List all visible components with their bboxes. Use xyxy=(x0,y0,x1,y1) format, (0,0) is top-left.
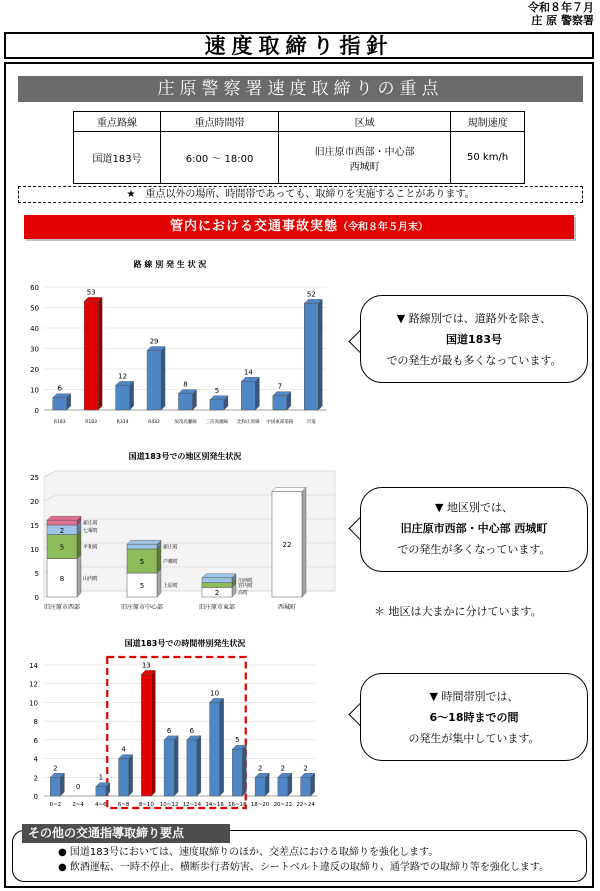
route-callout xyxy=(360,295,588,383)
bar xyxy=(141,674,151,796)
callout-line: での発生が最も多くなっています。 xyxy=(386,354,562,367)
bar-side xyxy=(220,698,224,796)
stack-label: 宮内町 xyxy=(238,583,254,589)
area-chart xyxy=(22,465,342,615)
data-label: 8 xyxy=(59,574,65,583)
x-tick-label: 三次高瀬線 xyxy=(205,420,229,425)
x-tick-label: 比和庄原線 xyxy=(237,420,260,425)
stack-segment-side xyxy=(77,555,81,597)
y-tick-label: 20 xyxy=(30,366,39,374)
stack-label: 新庄町 xyxy=(163,544,179,551)
bar xyxy=(164,740,174,796)
bar-side xyxy=(174,736,178,796)
bottom-label: その他の交通指導取締り要点 xyxy=(22,824,230,843)
section-banner: 庄原警察署速度取締りの重点 xyxy=(18,76,583,102)
bar xyxy=(301,777,311,796)
x-tick-label: 20~22 xyxy=(273,802,293,808)
callout-line: ▼ 時間帯別では、 xyxy=(429,690,519,703)
x-tick-label: R314 xyxy=(116,420,129,425)
stack-label: 山内町 xyxy=(83,575,99,582)
bullet-item: ● 国道183号においては、速度取締りのほか、交差点における取締りを強化します。 xyxy=(58,847,439,858)
time-callout xyxy=(360,673,588,761)
bar xyxy=(278,777,288,796)
stack-label: 上原町 xyxy=(163,583,179,589)
callout-line: ▼ 地区別では、 xyxy=(435,501,513,514)
data-label: 53 xyxy=(86,288,96,297)
bar-side xyxy=(129,755,133,796)
x-tick-label: R183 xyxy=(85,420,98,425)
stack-label: 戸郷町 xyxy=(163,559,179,565)
data-label: 52 xyxy=(306,290,316,299)
data-label: 7 xyxy=(277,382,283,391)
x-tick-label: 12~14 xyxy=(182,802,202,808)
data-label: 2 xyxy=(53,764,58,773)
bar xyxy=(210,702,220,796)
issue-date: 令和８年７月 xyxy=(528,1,594,14)
stack-segment-side xyxy=(157,569,161,597)
stack-segment xyxy=(127,544,157,549)
data-label: 10 xyxy=(210,689,220,698)
stack-label: 川西町 xyxy=(238,578,254,585)
y-tick-label: 40 xyxy=(30,325,39,333)
data-label: 2 xyxy=(257,764,263,773)
x-tick-label: 8~10 xyxy=(138,802,154,808)
x-tick-label: 14~16 xyxy=(205,802,224,808)
x-tick-label: R432 xyxy=(148,420,160,425)
area-line: 旧庄原市西部・中心部 xyxy=(314,146,415,158)
bar-side xyxy=(98,297,102,410)
time-cell: 6:00 ～ 18:00 xyxy=(161,132,279,184)
data-label: 4 xyxy=(121,745,126,754)
x-tick-label: 旧庄原市中心部 xyxy=(120,604,164,611)
y-tick-label: 10 xyxy=(30,386,39,395)
callout-highlight: 国道183号 xyxy=(446,333,502,346)
bar xyxy=(53,398,67,410)
bar xyxy=(179,394,193,410)
stack-segment-top xyxy=(202,574,236,578)
table-header: 区域 xyxy=(279,112,451,132)
x-tick-label: 西城町 xyxy=(277,604,297,611)
data-label: 6 xyxy=(57,384,62,393)
callout-highlight: 6～18時までの間 xyxy=(429,711,519,724)
x-tick-label: 市道 xyxy=(306,420,316,425)
x-tick-label: 中国東部道路 xyxy=(266,420,294,425)
y-tick-label: 50 xyxy=(30,304,39,313)
notice-text: ★ 重点以外の場所、時間帯であっても、取締りを実施することがあります。 xyxy=(18,186,583,203)
y-tick-label: 25 xyxy=(30,474,39,482)
bar-side xyxy=(255,377,259,410)
bar-side xyxy=(130,381,134,410)
y-tick-label: 5 xyxy=(34,570,39,578)
data-label: 2 xyxy=(280,764,286,773)
bar xyxy=(119,759,129,796)
accident-banner xyxy=(24,215,574,239)
area-note: ＊ 地区は大まかに分けています。 xyxy=(374,605,542,618)
y-tick-label: 6 xyxy=(33,736,38,745)
stack-segment-side xyxy=(302,487,306,597)
priority-table xyxy=(73,111,525,184)
data-label: 5 xyxy=(59,543,65,552)
bullet-item: ● 飲酒運転、一時不停止、横断歩行者妨害、シートベルト違反の取締り、通学路での取締り等を強化します。 xyxy=(58,862,550,873)
data-label: 2 xyxy=(59,526,65,535)
data-label: 5 xyxy=(139,558,145,566)
bar xyxy=(304,303,318,410)
area-line: 西城町 xyxy=(349,161,380,173)
time-chart xyxy=(22,653,322,813)
x-tick-label: 旧庄原市東部 xyxy=(198,604,236,611)
y-tick-label: 30 xyxy=(30,345,39,354)
bar-side xyxy=(242,745,246,796)
bar xyxy=(50,777,60,796)
stack-label: 七塚町 xyxy=(83,527,99,534)
y-tick-label: 10 xyxy=(29,699,38,708)
x-tick-label: 4~6 xyxy=(95,802,107,808)
bar xyxy=(116,385,130,410)
data-label: 6 xyxy=(189,726,195,735)
route-cell: 国道183号 xyxy=(74,132,161,184)
table-header: 重点路線 xyxy=(74,112,161,132)
data-label: 0 xyxy=(75,783,81,791)
page-title: 速度取締り指針 xyxy=(4,32,594,59)
callout-line: の発生が集中しています。 xyxy=(408,732,540,745)
data-label: 8 xyxy=(183,380,188,389)
y-tick-label: 14 xyxy=(29,662,38,670)
bar xyxy=(255,777,265,796)
data-label: 2 xyxy=(214,589,220,598)
x-tick-label: 22~24 xyxy=(296,802,315,808)
table-header-row xyxy=(74,112,525,132)
area-chart-title: 国道183号での地区別発生状況 xyxy=(128,452,242,461)
stack-label: 高町 xyxy=(238,590,249,597)
y-tick-label: 0 xyxy=(33,793,38,801)
bar-side xyxy=(318,299,322,410)
data-label: 1 xyxy=(98,773,104,782)
stack-segment-side xyxy=(77,531,81,559)
stack-segment-side xyxy=(157,545,161,573)
stack-segment-top xyxy=(272,487,306,491)
stack-label: 新庄町 xyxy=(83,520,99,527)
bar-side xyxy=(197,736,201,796)
data-label: 5 xyxy=(139,582,145,590)
x-tick-label: R183 xyxy=(53,420,66,425)
table-header: 重点時間帯 xyxy=(161,112,279,132)
stack-segment-top xyxy=(127,540,161,544)
route-chart xyxy=(22,275,337,425)
stack-segment-top xyxy=(47,516,81,520)
accident-banner-main: 管内における交通事故実態 xyxy=(169,219,338,234)
bar-side xyxy=(151,670,155,796)
x-tick-label: 6~8 xyxy=(117,802,130,808)
x-tick-label: 0~2 xyxy=(49,802,62,808)
callout-line: ▼ 路線別では、道路外を除き、 xyxy=(396,312,552,325)
stack-segment xyxy=(202,578,232,583)
speed-cell: 50 km/h xyxy=(451,132,525,184)
x-tick-label: 18~20 xyxy=(250,802,270,808)
y-tick-label: 8 xyxy=(33,718,38,727)
stack-label: 平和町 xyxy=(83,544,99,551)
bar xyxy=(187,740,197,796)
table-header: 規制速度 xyxy=(451,112,525,132)
y-tick-label: 2 xyxy=(33,774,38,783)
y-tick-label: 20 xyxy=(30,498,39,506)
stack-segment xyxy=(202,583,232,588)
y-tick-label: 0 xyxy=(34,407,39,415)
y-tick-label: 4 xyxy=(33,755,38,764)
data-label: 5 xyxy=(235,736,240,745)
table-row xyxy=(74,132,525,184)
route-chart-title: 路 線 別 発 生 状 況 xyxy=(133,260,207,269)
data-label: 13 xyxy=(141,661,151,670)
accident-banner-sub: （令和８年５月末） xyxy=(338,222,428,233)
agency-name: 庄 原 警察署 xyxy=(531,14,594,27)
x-tick-label: 10~12 xyxy=(159,802,179,808)
y-tick-label: 10 xyxy=(30,546,39,554)
x-tick-label: 加茂高瀬線 xyxy=(174,420,197,425)
data-label: 22 xyxy=(282,541,292,550)
bar xyxy=(232,749,242,796)
data-label: 5 xyxy=(214,386,220,395)
bar xyxy=(84,301,98,410)
data-label: 12 xyxy=(118,372,128,381)
data-label: 29 xyxy=(149,337,159,346)
bar xyxy=(147,351,161,410)
date-block xyxy=(528,1,594,27)
area-callout xyxy=(360,487,588,572)
callout-line: での発生が多くなっています。 xyxy=(397,543,551,556)
y-tick-label: 15 xyxy=(30,522,39,530)
bar xyxy=(210,400,224,410)
area-cell xyxy=(279,132,451,184)
bar xyxy=(96,787,106,796)
data-label: 2 xyxy=(303,764,308,773)
x-tick-label: 16~18 xyxy=(228,802,247,808)
y-tick-label: 0 xyxy=(34,594,39,602)
y-tick-label: 12 xyxy=(29,680,38,689)
bar xyxy=(273,396,287,410)
data-label: 14 xyxy=(243,368,253,377)
stack-segment xyxy=(47,520,77,525)
bar-side xyxy=(161,347,165,410)
x-tick-label: 2~4 xyxy=(72,802,84,808)
time-chart-title: 国道183号での時間帯別発生状況 xyxy=(124,639,246,648)
bar xyxy=(241,381,255,410)
callout-highlight: 旧庄原市西部・中心部 西城町 xyxy=(400,522,548,535)
y-tick-label: 60 xyxy=(30,284,39,292)
x-tick-label: 旧庄原市西部 xyxy=(43,604,81,611)
data-label: 6 xyxy=(166,726,172,735)
